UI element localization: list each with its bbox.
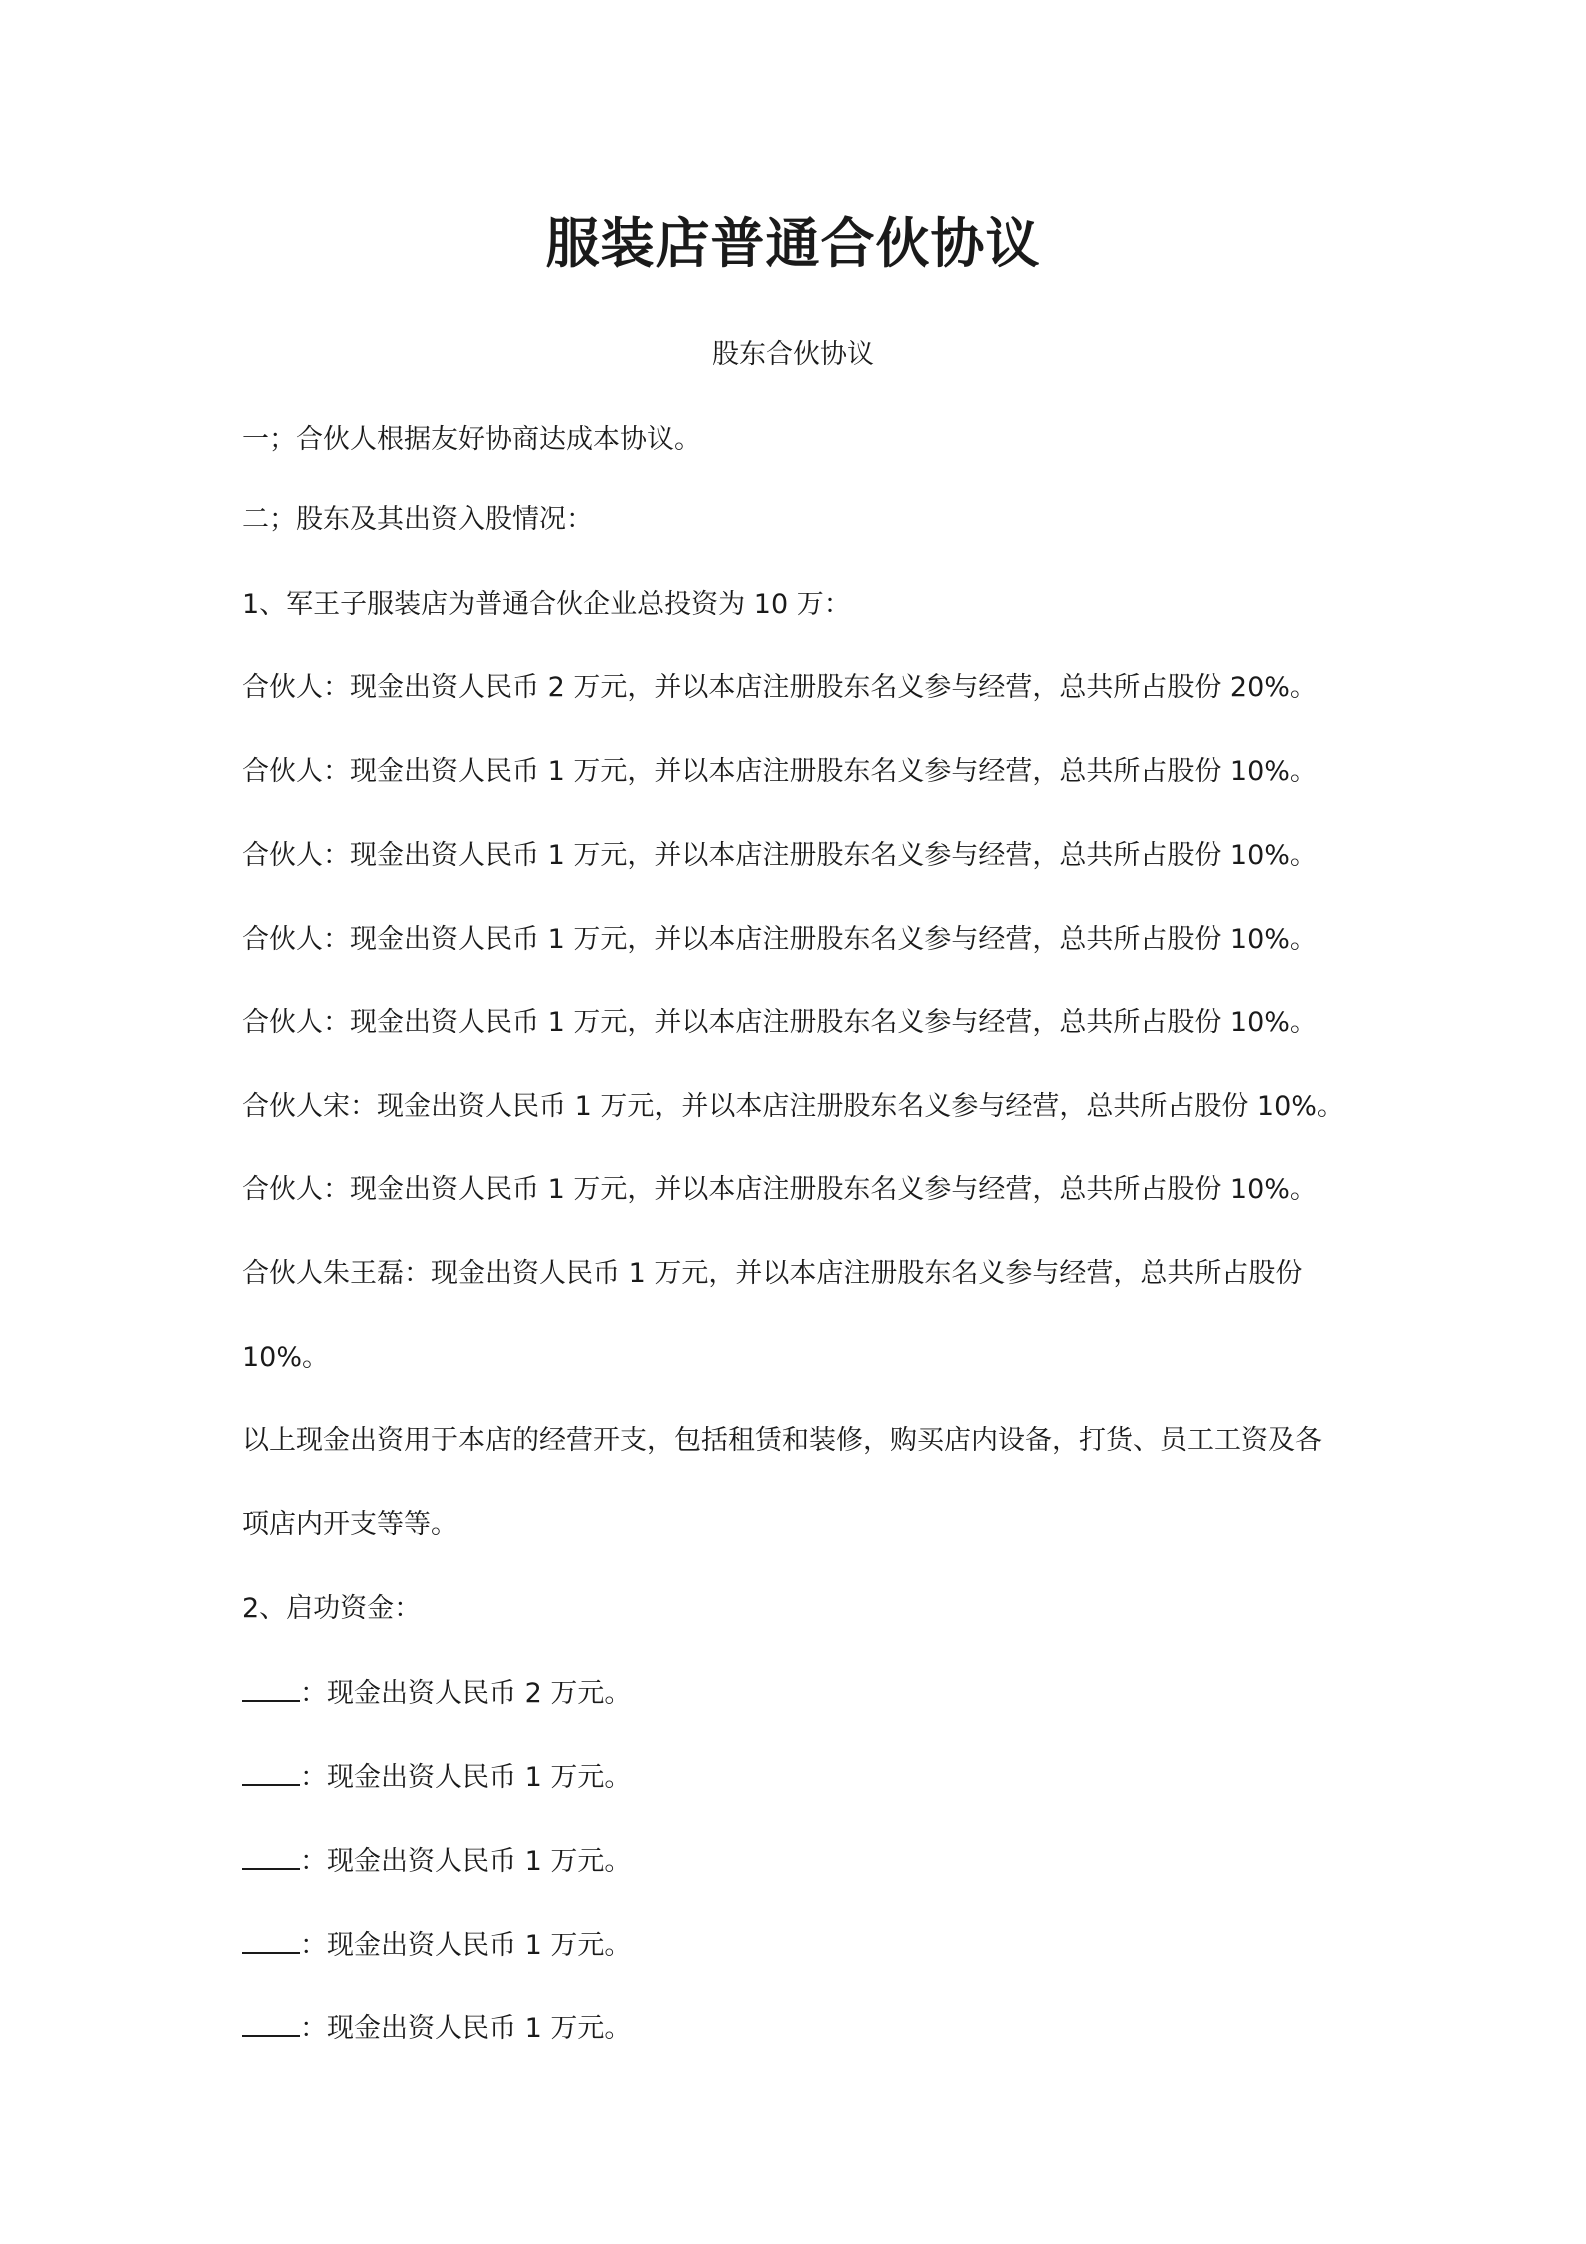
startup-fund-line xyxy=(242,1756,1362,1798)
partner-line: 合伙人：现金出资人民币 1 万元，并以本店注册股东名义参与经营，总共所占股份 10%。 xyxy=(242,924,1317,955)
blank-name-field xyxy=(242,1672,300,1702)
partner-line: 合伙人：现金出资人民币 1 万元，并以本店注册股东名义参与经营，总共所占股份 10%。 xyxy=(242,1007,1317,1038)
document-subtitle: 股东合伙协议 xyxy=(712,339,874,370)
paragraph-line: 二；股东及其出资入股情况： xyxy=(242,504,593,535)
partner-line: 合伙人：现金出资人民币 1 万元，并以本店注册股东名义参与经营，总共所占股份 10%。 xyxy=(242,840,1317,871)
partner-line-continued: 10%。 xyxy=(242,1342,330,1373)
partner-line: 合伙人：现金出资人民币 1 万元，并以本店注册股东名义参与经营，总共所占股份 10%。 xyxy=(242,1174,1317,1205)
startup-fund-line xyxy=(242,1672,1362,1714)
partner-line: 合伙人朱王磊：现金出资人民币 1 万元，并以本店注册股东名义参与经营，总共所占股份 xyxy=(242,1258,1303,1289)
blank-name-field xyxy=(242,1924,300,1954)
blank-name-field xyxy=(242,1756,300,1786)
blank-name-field xyxy=(242,1840,300,1870)
partner-line: 合伙人：现金出资人民币 2 万元，并以本店注册股东名义参与经营，总共所占股份 20%。 xyxy=(242,672,1317,703)
paragraph-line-continued: 项店内开支等等。 xyxy=(242,1509,458,1540)
partner-line: 合伙人：现金出资人民币 1 万元，并以本店注册股东名义参与经营，总共所占股份 10%。 xyxy=(242,756,1317,787)
startup-fund-text: ：现金出资人民币 1 万元。 xyxy=(300,2013,632,2044)
partner-line: 合伙人宋：现金出资人民币 1 万元，并以本店注册股东名义参与经营，总共所占股份 10%。 xyxy=(242,1091,1344,1122)
startup-fund-text: ：现金出资人民币 1 万元。 xyxy=(300,1762,632,1793)
startup-fund-line xyxy=(242,1924,1362,1966)
startup-fund-line xyxy=(242,1840,1362,1882)
startup-fund-text: ：现金出资人民币 1 万元。 xyxy=(300,1930,632,1961)
section-heading: 2、启功资金： xyxy=(242,1593,422,1624)
paragraph-line: 一；合伙人根据友好协商达成本协议。 xyxy=(242,424,701,455)
paragraph-line: 以上现金出资用于本店的经营开支，包括租赁和装修，购买店内设备，打货、员工工资及各 xyxy=(242,1425,1322,1456)
startup-fund-text: ：现金出资人民币 2 万元。 xyxy=(300,1678,632,1709)
startup-fund-line xyxy=(242,2007,1362,2049)
startup-fund-text: ：现金出资人民币 1 万元。 xyxy=(300,1846,632,1877)
paragraph-line: 1、军王子服装店为普通合伙企业总投资为 10 万： xyxy=(242,589,851,620)
document-title: 服装店普通合伙协议 xyxy=(545,212,1041,275)
blank-name-field xyxy=(242,2007,300,2037)
